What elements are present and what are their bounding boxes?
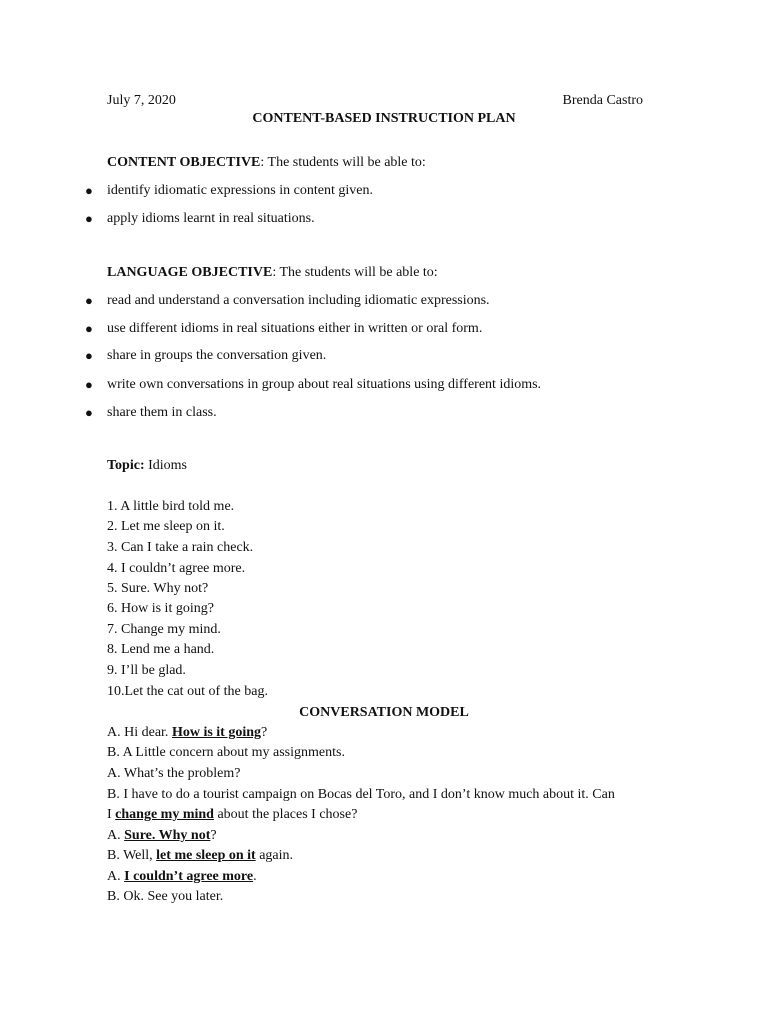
conversation-line [107,744,345,762]
line-text-end: ? [261,725,268,740]
idiom-highlight: Sure. Why not [124,828,211,843]
bullet-icon: ● [85,348,93,363]
list-item: 3. Can I take a rain check. [107,540,254,555]
line-text-end: . [253,869,257,884]
author-name: Brenda Castro [562,93,643,108]
list-item: 8. Lend me a hand. [107,642,215,657]
idiom-highlight: change my mind [115,807,214,822]
list-item: 9. I’ll be glad. [107,663,186,678]
bullet-icon: ● [85,293,93,308]
line-text-end: about the places I chose? [213,807,358,822]
bullet-icon: ● [85,183,93,198]
content-objective-intro: : The students will be able to: [260,155,426,170]
line-text: I [107,807,116,822]
line-text: A. [107,869,125,884]
list-item-text: use different idioms in real situations either in written or oral form. [107,321,483,336]
line-text: B. Well, [107,848,157,863]
idiom-highlight: let me sleep on it [156,848,256,863]
document-title: CONTENT-BASED INSTRUCTION PLAN [252,111,516,126]
line-text: A. [107,828,125,843]
line-text: B. Ok. See you later. [107,889,224,904]
content-objective-heading: CONTENT OBJECTIVE [107,155,261,170]
document-date: July 7, 2020 [107,93,176,108]
conversation-line [107,827,217,845]
list-item-text: share them in class. [107,405,217,420]
list-item-text: share in groups the conversation given. [107,348,327,363]
content-objective-heading-line [107,154,426,172]
list-item-text: write own conversations in group about real situations using different idioms. [107,377,542,392]
list-item: 1. A little bird told me. [107,499,235,514]
list-item-text: read and understand a conversation including idiomatic expressions. [107,293,490,308]
conversation-line [107,847,293,865]
bullet-icon: ● [85,405,93,420]
list-item: 10.Let the cat out of the bag. [107,684,268,699]
topic-label: Topic: [107,458,145,473]
bullet-icon: ● [85,321,93,336]
conversation-line [107,888,223,906]
language-objective-heading: LANGUAGE OBJECTIVE [107,265,273,280]
list-item: 6. How is it going? [107,601,214,616]
conversation-line [107,724,267,742]
conversation-line [107,868,257,886]
list-item-text: apply idioms learnt in real situations. [107,211,315,226]
conversation-line [107,786,615,804]
bullet-icon: ● [85,377,93,392]
topic-line [107,457,187,475]
line-text: A. Hi dear. [107,725,172,740]
line-text-end: ? [210,828,217,843]
language-objective-heading-line [107,264,438,282]
list-item: 4. I couldn’t agree more. [107,561,246,576]
idiom-highlight: I couldn’t agree more [124,869,254,884]
topic-value: Idioms [144,458,187,473]
conversation-title: CONVERSATION MODEL [299,705,469,720]
idiom-highlight: How is it going [171,725,262,740]
list-item: 7. Change my mind. [107,622,221,637]
list-item-text: identify idiomatic expressions in content given. [107,183,373,198]
list-item: 5. Sure. Why not? [107,581,209,596]
list-item: 2. Let me sleep on it. [107,519,225,534]
line-text: B. I have to do a tourist campaign on Bocas del Toro, and I don’t know much about it. Can [107,787,615,802]
conversation-line [107,806,357,824]
bullet-icon: ● [85,211,93,226]
line-text: B. A Little concern about my assignments. [107,745,345,760]
line-text: A. What’s the problem? [107,766,241,781]
language-objective-intro: : The students will be able to: [272,265,438,280]
conversation-line [107,765,241,783]
line-text-end: again. [255,848,294,863]
